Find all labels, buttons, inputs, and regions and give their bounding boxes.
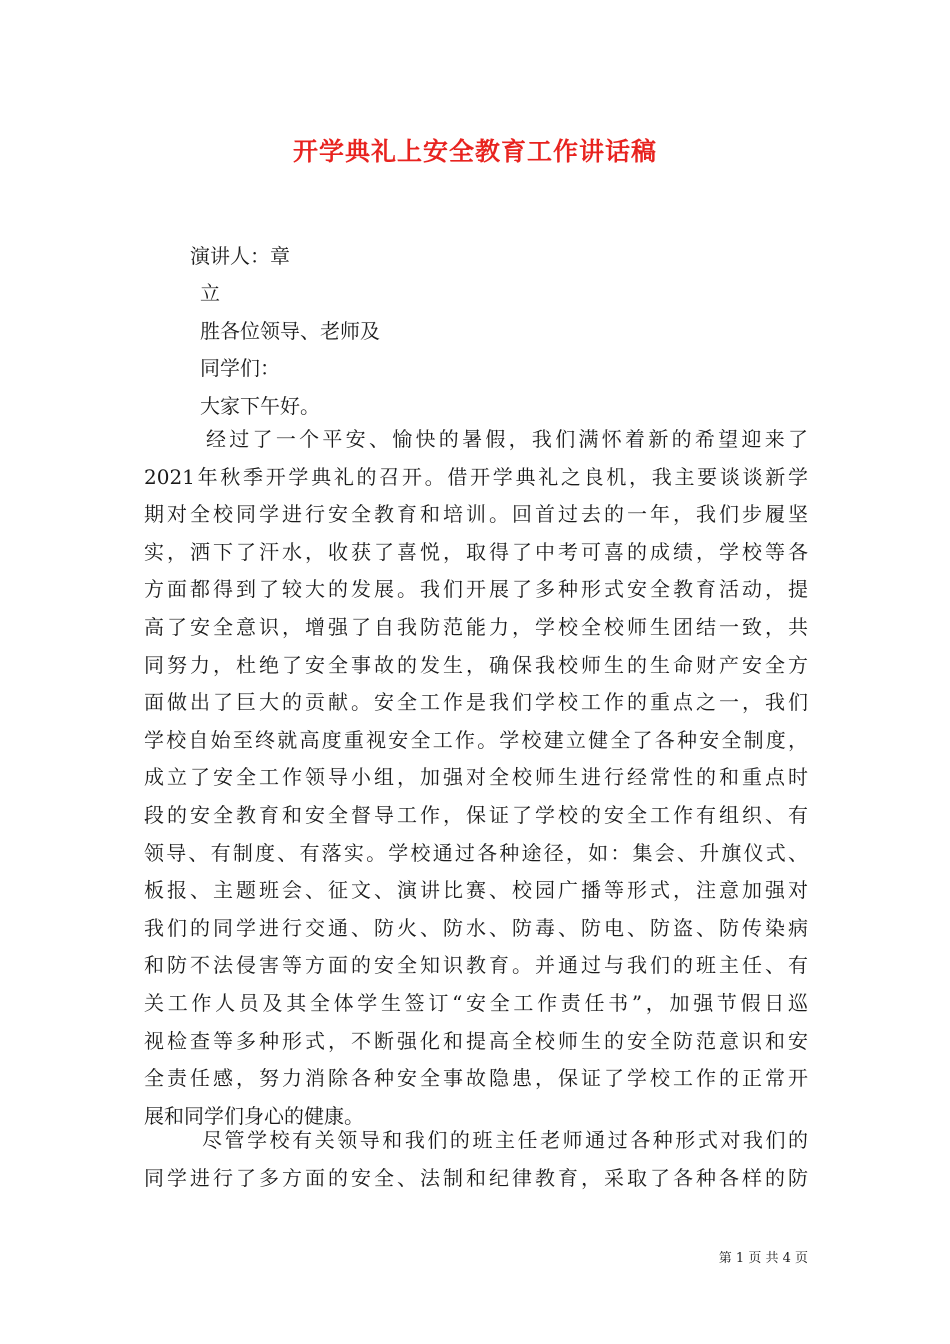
body-paragraph-2: [144, 1122, 808, 1197]
paragraph-line: 实，洒下了汗水，收获了喜悦，取得了中考可喜的成绩，学校等各: [144, 539, 808, 564]
paragraph-line: 段的安全教育和安全督导工作，保证了学校的安全工作有组织、有: [144, 802, 808, 827]
paragraph-line: 方面都得到了较大的发展。我们开展了多种形式安全教育活动，提: [144, 577, 808, 602]
paragraph-line: 学校自始至终就高度重视安全工作。学校建立健全了各种安全制度，: [144, 727, 808, 752]
paragraph-line: 同努力，杜绝了安全事故的发生，确保我校师生的生命财产安全方: [144, 652, 808, 677]
paragraph-line: 关工作人员及其全体学生签订“安全工作责任书”，加强节假日巡: [144, 990, 808, 1015]
paragraph-line: 成立了安全工作领导小组，加强对全校师生进行经常性的和重点时: [144, 765, 808, 790]
paragraph-line: 展和同学们身心的健康。: [144, 1103, 364, 1128]
paragraph-line: 全责任感，努力消除各种安全事故隐患，保证了学校工作的正常开: [144, 1066, 808, 1091]
page-footer: 第 1 页 共 4 页: [718, 1251, 808, 1266]
paragraph-line: 尽管学校有关领导和我们的班主任老师通过各种形式对我们的: [202, 1128, 808, 1152]
paragraph-line: 视检查等多种形式，不断强化和提高全校师生的安全防范意识和安: [144, 1028, 808, 1053]
paragraph-line: 期对全校同学进行安全教育和培训。回首过去的一年，我们步履坚: [144, 502, 808, 527]
body-paragraph-1: [144, 421, 808, 1135]
greeting-line-2: 同学们：: [200, 356, 280, 380]
paragraph-line: 和防不法侵害等方面的安全知识教育。并通过与我们的班主任、有: [144, 953, 808, 978]
document-title: 开学典礼上安全教育工作讲话稿: [292, 137, 657, 166]
speaker-name-continued: 立: [200, 281, 220, 305]
greeting-line-1: 胜各位领导、老师及: [200, 319, 380, 343]
greeting-line-3: 大家下午好。: [200, 394, 320, 418]
paragraph-line: 同学进行了多方面的安全、法制和纪律教育，采取了各种各样的防: [144, 1165, 808, 1190]
paragraph-line: 经过了一个平安、愉快的暑假，我们满怀着新的希望迎来了: [206, 427, 808, 451]
paragraph-line: 2021年秋季开学典礼的召开。借开学典礼之良机，我主要谈谈新学: [144, 464, 808, 489]
speaker-label: 演讲人：章: [190, 244, 290, 268]
paragraph-line: 高了安全意识，增强了自我防范能力，学校全校师生团结一致，共: [144, 614, 808, 639]
paragraph-line: 板报、主题班会、征文、演讲比赛、校园广播等形式，注意加强对: [144, 878, 808, 903]
paragraph-line: 我们的同学进行交通、防火、防水、防毒、防电、防盗、防传染病: [144, 915, 808, 940]
paragraph-line: 领导、有制度、有落实。学校通过各种途径，如：集会、升旗仪式、: [144, 840, 808, 865]
paragraph-line: 面做出了巨大的贡献。安全工作是我们学校工作的重点之一，我们: [144, 690, 808, 715]
